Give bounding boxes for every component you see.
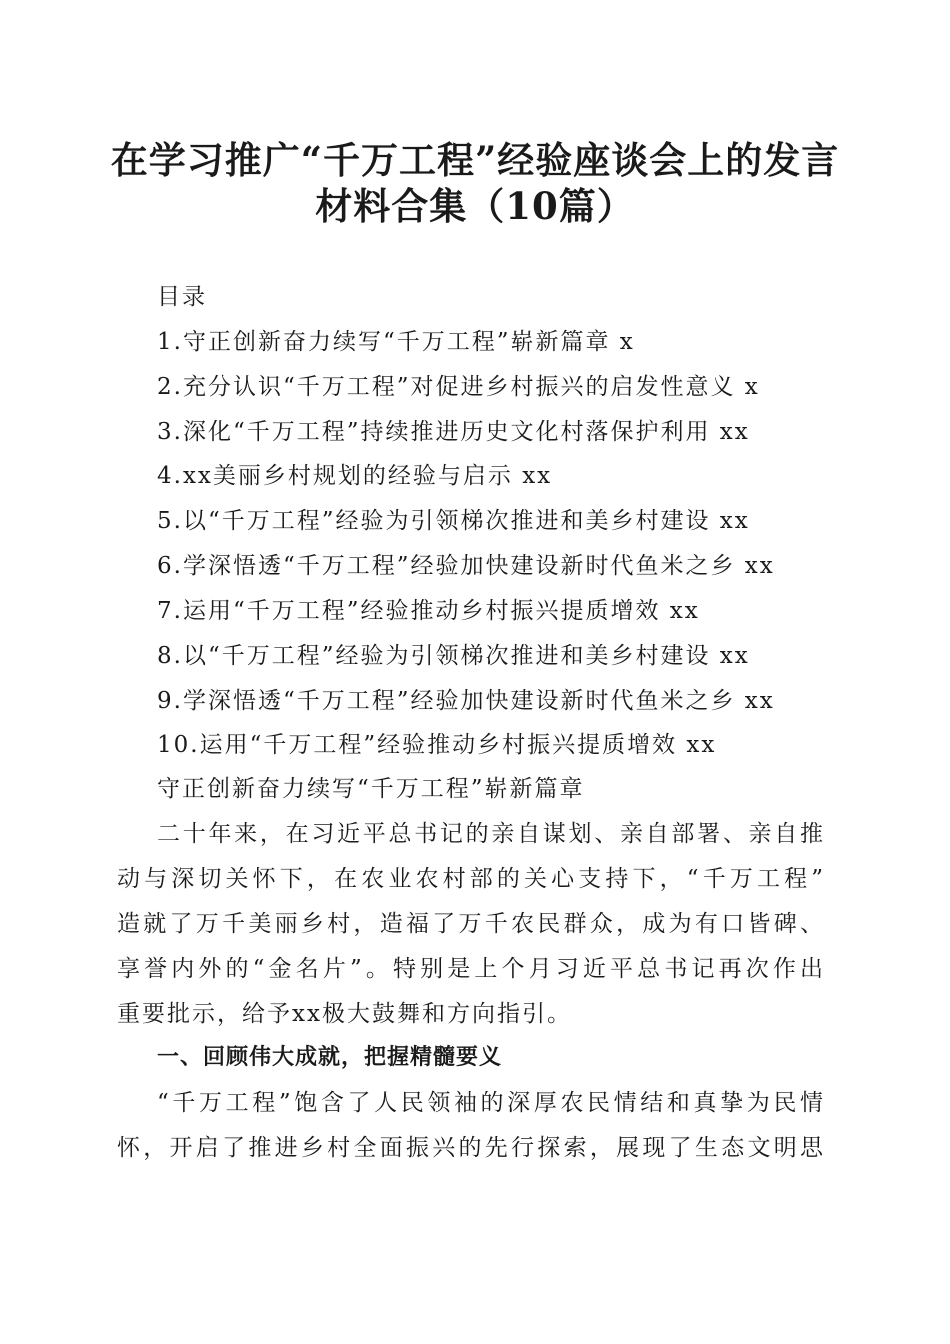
toc-item-4: 4.xx美丽乡村规划的经验与启示 xx (157, 463, 553, 489)
paragraph-2-line-1: “千万工程”饱含了人民领袖的深厚农民情结和真挚为民情 (157, 1090, 825, 1116)
section-title: 守正创新奋力续写“千万工程”崭新篇章 (157, 776, 585, 802)
toc-item-3: 3.深化“千万工程”持续推进历史文化村落保护利用 xx (157, 419, 750, 445)
toc-item-1: 1.守正创新奋力续写“千万工程”崭新篇章 x (157, 329, 635, 355)
toc-item-7: 7.运用“千万工程”经验推动乡村振兴提质增效 xx (157, 598, 700, 624)
paragraph-1-line-4: 享誉内外的“金名片”。特别是上个月习近平总书记再次作出 (117, 956, 825, 982)
toc-item-2: 2.充分认识“千万工程”对促进乡村振兴的启发性意义 x (157, 374, 760, 400)
paragraph-1-line-2: 动与深切关怀下，在农业农村部的关心支持下，“千万工程” (117, 866, 825, 892)
toc-heading: 目录 (157, 284, 207, 310)
document-title-line-2: 材料合集（10篇） (315, 184, 635, 228)
toc-item-6: 6.学深悟透“千万工程”经验加快建设新时代鱼米之乡 xx (157, 553, 775, 579)
toc-item-10: 10.运用“千万工程”经验推动乡村振兴提质增效 xx (157, 732, 717, 758)
toc-item-8: 8.以“千万工程”经验为引领梯次推进和美乡村建设 xx (157, 643, 750, 669)
paragraph-2-line-2: 怀，开启了推进乡村全面振兴的先行探索，展现了生态文明思 (117, 1135, 825, 1161)
subheading-1: 一、回顾伟大成就，把握精髓要义 (157, 1045, 503, 1070)
document-title-line-1: 在学习推广“千万工程”经验座谈会上的发言 (110, 138, 840, 182)
toc-item-5: 5.以“千万工程”经验为引领梯次推进和美乡村建设 xx (157, 508, 750, 534)
paragraph-1-line-5: 重要批示，给予xx极大鼓舞和方向指引。 (117, 1001, 572, 1027)
toc-item-9: 9.学深悟透“千万工程”经验加快建设新时代鱼米之乡 xx (157, 688, 775, 714)
paragraph-1-line-3: 造就了万千美丽乡村，造福了万千农民群众，成为有口皆碑、 (117, 911, 825, 937)
paragraph-1-line-1: 二十年来，在习近平总书记的亲自谋划、亲自部署、亲自推 (157, 821, 825, 847)
